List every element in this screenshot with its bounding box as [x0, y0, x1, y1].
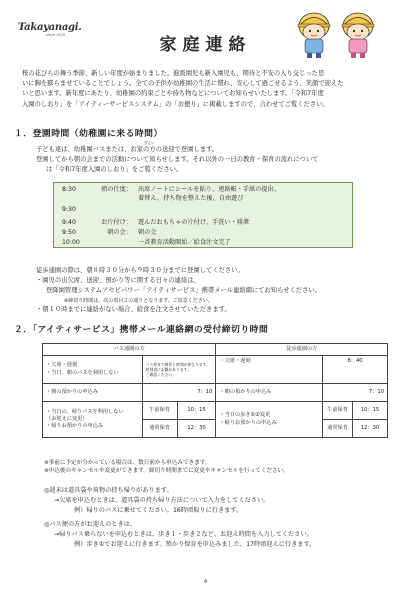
table-cell: 7：10	[323, 384, 388, 402]
walk-line: ※締切り時間は、次の項目２の通りとなります。ご留意ください。	[64, 297, 213, 304]
walk-in-notes	[36, 266, 386, 315]
notice-line: →帰りバス乗らないを申込むときは、歩き１・歩き２など、お迎え時間を入力してください。	[54, 530, 313, 538]
bus-column-header: バス通園の方	[43, 344, 216, 356]
table-row	[43, 384, 388, 402]
schedule-time: 10:00	[62, 239, 80, 246]
schedule-text: 遊んだおもちゃの片付け、手洗い・排泄	[138, 219, 250, 226]
page-title: 家庭連絡	[159, 35, 252, 55]
table-cell: バス停まで締切り時間が異なります。 時刻表に記載があります。 ご確認ください。	[142, 356, 216, 384]
schedule-label: お片付け：	[101, 219, 132, 226]
schedule-time: 9:30	[62, 206, 76, 213]
intro-paragraph	[22, 69, 392, 110]
bottom-notices	[44, 486, 389, 550]
schedule-text: 出席ノートにシールを貼り、連絡帳・手紙の提出、	[138, 186, 281, 193]
table-cell: 通常保育	[323, 420, 353, 438]
table-cell: 8：40	[323, 356, 388, 384]
table-cell: 12：30	[353, 420, 388, 438]
table-cell: 通常保育	[142, 420, 177, 438]
section-1-line: 登園してから朝の会までの活動について知らせします。それ以外の一日の教育・保育の流れについて	[36, 156, 319, 164]
walk-line: ・園児の出欠席、送迎、預かり等に関する日々の連絡は、	[36, 277, 200, 285]
schedule-row	[62, 238, 231, 247]
table-cell: 7：10	[142, 384, 216, 402]
schedule-row	[62, 185, 280, 194]
table-row	[43, 402, 388, 420]
section-1-line: は「令和7年度入園のしおり」をご覧ください。	[46, 166, 183, 174]
table-cell: ・欠席・遅刻 ・当日、朝のバスを利用しない	[43, 356, 143, 384]
schedule-text: 着替え、持ち物を整えた後、自由遊び	[138, 195, 244, 202]
school-logo: Takayanagi.	[18, 22, 82, 33]
walk-line: 登降園管理システムアセビパワー「アイティサービス」携帯メール連絡網にてお知らせください。	[46, 287, 321, 295]
section-1-title: １．登園時間（幼稚園に来る時間）	[14, 129, 163, 139]
schedule-row	[62, 228, 157, 237]
schedule-time: 8:30	[62, 186, 76, 193]
walk-line: 徒歩通園の際は、朝８時３０分から９時３０分までに登園してください。	[36, 267, 244, 274]
table-cell: 10：15	[177, 402, 216, 420]
note-line: ※事前に予定が分かっている場合は、数日前から申込みできます。	[44, 460, 211, 466]
notice-line: ◎バス便の方がお迎えのときは、	[44, 520, 137, 528]
notice-line: ◎週末は道具袋や荷物の持ち帰りがあります。	[44, 487, 173, 494]
schedule-row	[62, 194, 244, 203]
section-1-line: 子ども達は、幼稚園バスまたは、お家の方の送迎で登園します。	[36, 146, 219, 153]
schedule-time: 9:40	[62, 219, 76, 226]
page-number: 4	[203, 579, 208, 585]
table-cell: ・朝の預かりの申込み	[216, 384, 323, 402]
table-cell: 10：15	[353, 402, 388, 420]
table-notes	[44, 459, 384, 475]
table-cell: 12：30	[177, 420, 216, 438]
table-cell: ・当日の歩き①②変更 ・帰りお預かりの申込み	[216, 402, 323, 438]
intro-line: 入園のしおり」を「アイティーサービスシステム」の「お便り」に掲載しますので、合わせてご覧ください。	[22, 100, 329, 108]
schedule-time: 9:50	[62, 229, 76, 236]
kids-illustration	[292, 6, 384, 60]
table-cell: ・朝の預かりの申込み	[43, 384, 143, 402]
walk-line: ・朝１０時までに連絡がない場合、給食を注文させていただきます。	[36, 305, 231, 313]
table-cell: 午前保育	[142, 402, 177, 420]
schedule-label: 朝の会：	[107, 229, 132, 236]
deadline-table	[42, 343, 388, 438]
intro-line: 桜の花びらの舞う季節、新しい年度が始まりました。進級園児も新入園児も、期待と不安の入り交じった思	[22, 70, 325, 77]
walk-column-header: 徒歩通園の方	[216, 344, 388, 356]
girl-figure	[342, 13, 374, 58]
schedule-text: 一斉教育活動開始／給食注文完了	[138, 239, 231, 246]
note-line: ※申込後のキャンセルや変更ができます。締切り時間までに変更やキャンセルを行ってください。	[44, 468, 289, 475]
notice-line: 例）帰りのバスに乗せてください。16時頃取りに行きます。	[74, 506, 243, 514]
table-header-row	[43, 344, 388, 356]
notice-line: 例）歩き①でお迎えに行きます。預かり保育を申込みました。17時頃迎えに行きます。	[74, 540, 316, 548]
page-header	[0, 0, 411, 62]
section-2-title: ２．「アイティサービス」携帯メール連絡網の受付締切り時間	[14, 325, 269, 335]
schedule-row	[62, 218, 249, 227]
table-cell: ・欠席・遅刻	[216, 356, 323, 384]
logo-subtitle: since 1970	[46, 33, 66, 37]
boy-figure	[298, 13, 330, 58]
schedule-label: 朝の仕度：	[101, 186, 132, 193]
ruby-annotation: ぎえい	[144, 141, 155, 145]
intro-line: いと思います。新年度にあたり、幼稚園の約束ごとや持ち物などについてお知らせいたします。「令和7年度	[22, 90, 324, 98]
notice-line: →欠席を申込むときは、道具袋の持ち帰り方法について入力をしてください。	[54, 496, 270, 504]
intro-line: いに胸を膨らませていることでしょう。全ての子供が幼稚園の生活に慣れ、安心して過ごせるよう、笑顔で迎えた	[22, 80, 344, 88]
table-cell: ・当日の、帰りバスを利用しない （お迎えに変更） ・帰りお預かりの申込み	[43, 402, 143, 438]
table-cell: 午前保育	[323, 402, 353, 420]
table-row	[43, 356, 388, 384]
schedule-row	[62, 205, 138, 214]
schedule-text: 朝の会	[138, 229, 157, 236]
morning-schedule-box	[53, 182, 353, 248]
section-1-body	[36, 141, 381, 176]
